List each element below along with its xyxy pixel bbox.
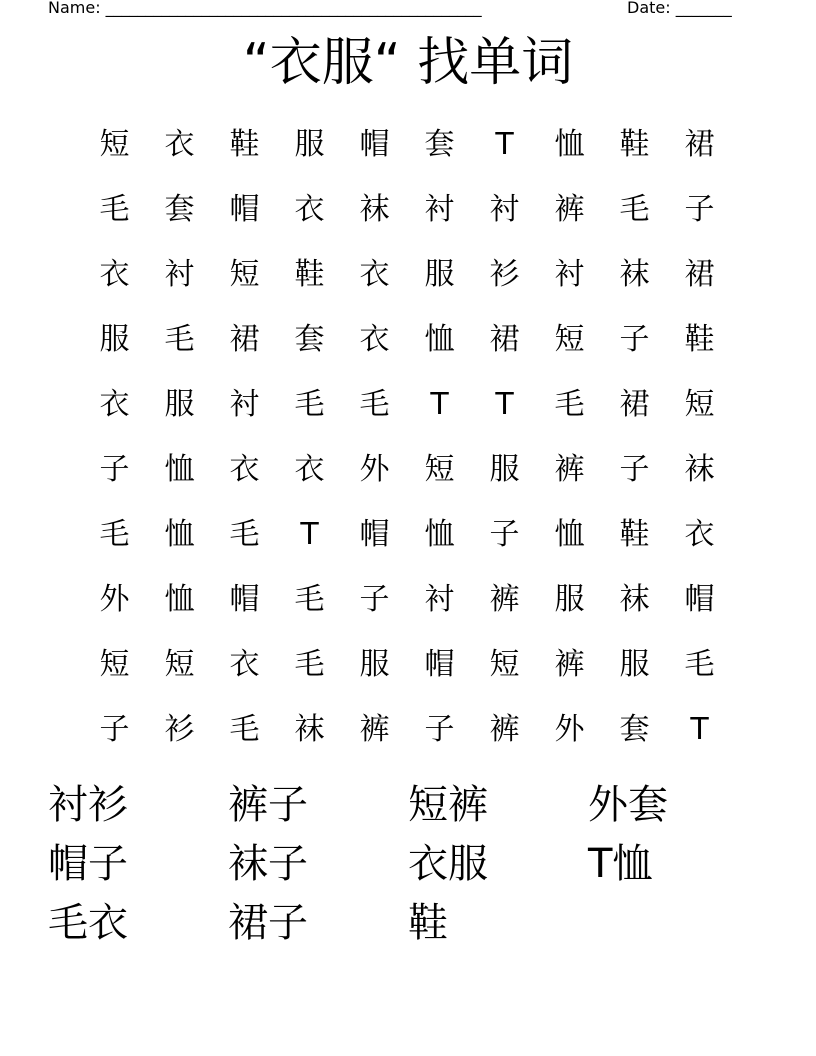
grid-cell: 短 [99, 646, 130, 682]
grid-cell: 衬 [554, 256, 585, 292]
grid-cell: 衣 [684, 516, 715, 552]
grid-cell: 毛 [294, 581, 325, 617]
grid-cell: 短 [684, 386, 715, 422]
grid-cell: 服 [359, 646, 390, 682]
grid-cell: 衫 [489, 256, 520, 292]
grid-cell: 短 [554, 321, 585, 357]
grid-cell: 鞋 [619, 516, 650, 552]
grid-cell: 毛 [359, 386, 390, 422]
grid-cell: 帽 [229, 581, 260, 617]
grid-cell: 毛 [164, 321, 195, 357]
grid-cell: 袜 [684, 451, 715, 487]
grid-cell: 服 [294, 126, 325, 162]
grid-cell: T [300, 516, 319, 552]
grid-cell: 服 [99, 321, 130, 357]
word-list-item: 衣服 [408, 841, 488, 887]
grid-cell: 衣 [164, 126, 195, 162]
word-list-item: 毛衣 [48, 900, 128, 946]
grid-cell: 裙 [684, 126, 715, 162]
grid-cell: 短 [489, 646, 520, 682]
grid-cell: 毛 [619, 191, 650, 227]
grid-cell: 外 [359, 451, 390, 487]
word-list-item: 外套 [588, 782, 668, 828]
name-field-line: Name: _______________________________________________ [48, 0, 482, 17]
grid-cell: 衫 [164, 711, 195, 747]
grid-cell: 毛 [229, 516, 260, 552]
word-list-item: 衬衫 [48, 782, 128, 828]
grid-cell: 毛 [229, 711, 260, 747]
grid-cell: 套 [294, 321, 325, 357]
word-list-item: 袜子 [228, 841, 308, 887]
grid-cell: 恤 [164, 581, 195, 617]
grid-cell: 衬 [164, 256, 195, 292]
grid-cell: 鞋 [619, 126, 650, 162]
grid-cell: 恤 [554, 126, 585, 162]
grid-cell: 毛 [99, 516, 130, 552]
grid-cell: 袜 [619, 581, 650, 617]
grid-cell: 鞋 [229, 126, 260, 162]
grid-cell: 衬 [229, 386, 260, 422]
grid-cell: 裤 [554, 451, 585, 487]
grid-cell: 裙 [229, 321, 260, 357]
grid-cell: 恤 [424, 516, 455, 552]
grid-cell: 裤 [489, 711, 520, 747]
grid-cell: 子 [359, 581, 390, 617]
grid-cell: 服 [554, 581, 585, 617]
grid-cell: 裙 [489, 321, 520, 357]
grid-cell: 衣 [294, 191, 325, 227]
grid-cell: 子 [99, 451, 130, 487]
grid-cell: 套 [424, 126, 455, 162]
grid-cell: 帽 [684, 581, 715, 617]
grid-cell: 恤 [424, 321, 455, 357]
word-list-item: 鞋 [408, 900, 448, 946]
grid-cell: 恤 [164, 516, 195, 552]
grid-cell: 衣 [359, 256, 390, 292]
grid-cell: T [430, 386, 449, 422]
grid-cell: 子 [619, 321, 650, 357]
grid-cell: T [690, 711, 709, 747]
grid-cell: 帽 [424, 646, 455, 682]
page-title: “衣服“ 找单词 [242, 33, 574, 93]
grid-cell: 裙 [619, 386, 650, 422]
header [48, 0, 748, 18]
grid-cell: 毛 [294, 646, 325, 682]
grid-cell: T [495, 386, 514, 422]
word-list-item: 裤子 [228, 782, 308, 828]
date-field-line: Date: _______ [627, 0, 732, 17]
grid-cell: 帽 [229, 191, 260, 227]
grid-cell: 套 [619, 711, 650, 747]
grid-cell: 短 [164, 646, 195, 682]
grid-cell: 子 [424, 711, 455, 747]
grid-cell: 服 [424, 256, 455, 292]
word-list-item: 帽子 [48, 841, 128, 887]
grid-cell: 衣 [99, 256, 130, 292]
grid-cell: 衣 [229, 451, 260, 487]
grid-cell: 恤 [164, 451, 195, 487]
grid-cell: 衣 [359, 321, 390, 357]
grid-cell: 衣 [99, 386, 130, 422]
grid-cell: 袜 [359, 191, 390, 227]
grid-cell: 鞋 [294, 256, 325, 292]
word-list [48, 776, 768, 953]
grid-cell: 衣 [294, 451, 325, 487]
grid-cell: 服 [619, 646, 650, 682]
grid-cell: 袜 [294, 711, 325, 747]
grid-cell: 子 [99, 711, 130, 747]
grid-cell: 毛 [294, 386, 325, 422]
grid-cell: 衣 [229, 646, 260, 682]
grid-cell: 子 [619, 451, 650, 487]
word-list-item: 裙子 [228, 900, 308, 946]
grid-cell: 裤 [554, 191, 585, 227]
grid-cell: T [495, 126, 514, 162]
grid-cell: 衬 [424, 581, 455, 617]
grid-cell: 恤 [554, 516, 585, 552]
grid-cell: 子 [489, 516, 520, 552]
grid-cell: 袜 [619, 256, 650, 292]
grid-cell: 毛 [554, 386, 585, 422]
letter-grid [82, 112, 732, 762]
grid-cell: 鞋 [684, 321, 715, 357]
grid-cell: 帽 [359, 516, 390, 552]
grid-cell: 子 [684, 191, 715, 227]
grid-cell: 套 [164, 191, 195, 227]
grid-cell: 服 [489, 451, 520, 487]
grid-cell: 帽 [359, 126, 390, 162]
grid-cell: 裤 [554, 646, 585, 682]
grid-cell: 裤 [359, 711, 390, 747]
grid-cell: 毛 [684, 646, 715, 682]
grid-cell: 外 [99, 581, 130, 617]
grid-cell: 短 [99, 126, 130, 162]
grid-cell: 毛 [99, 191, 130, 227]
grid-cell: 短 [424, 451, 455, 487]
word-list-item: T恤 [588, 841, 653, 887]
grid-cell: 衬 [489, 191, 520, 227]
grid-cell: 服 [164, 386, 195, 422]
grid-cell: 衬 [424, 191, 455, 227]
grid-cell: 裙 [684, 256, 715, 292]
grid-cell: 裤 [489, 581, 520, 617]
grid-cell: 短 [229, 256, 260, 292]
word-list-item: 短裤 [408, 782, 488, 828]
grid-cell: 外 [554, 711, 585, 747]
